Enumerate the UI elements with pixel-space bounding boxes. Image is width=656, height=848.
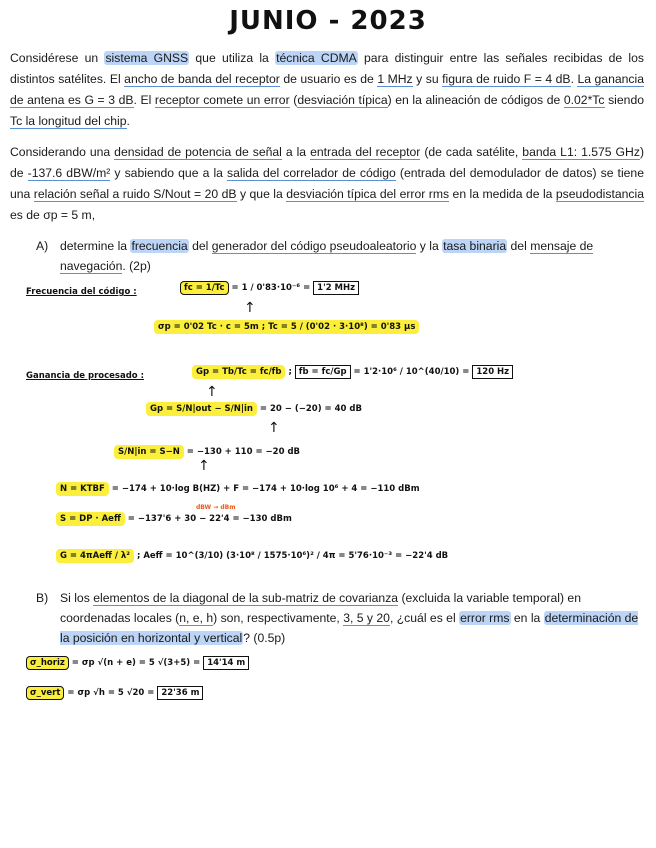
unit-note: dBW → dBm: [196, 504, 236, 511]
n-calc: = −174 + 10·log B(HZ) + F = −174 + 10·log 10⁶ + 4 = −110 dBm: [111, 484, 420, 494]
sn-calc: = −130 + 110 = −20 dB: [186, 447, 301, 457]
text: de usuario es de: [279, 72, 378, 86]
text: siendo: [604, 93, 645, 107]
text: ) de: [10, 145, 644, 180]
text: en la: [510, 611, 544, 625]
arrow-icon: ↑: [268, 420, 280, 436]
question-b: [36, 588, 642, 648]
underline: receptor comete un error: [154, 93, 290, 107]
fb-result: 120 Hz: [472, 365, 513, 379]
freq-formula: fc = 1/Tc: [180, 281, 229, 295]
underline: -137.6 dBW/m²: [27, 166, 111, 180]
text: a la: [281, 145, 311, 159]
h-formula: = σp √(n + e) = 5 √(3+5) =: [71, 658, 201, 668]
underline: elementos de la diagonal de la sub-matriz de covarianza: [93, 591, 399, 605]
v-formula-lhs: σ_vert: [26, 686, 64, 700]
gp-formula: Gp = S/N|out − S/N|in: [146, 402, 257, 416]
s-formula: S = DP · Aeff: [56, 512, 125, 526]
text: que utiliza la: [189, 51, 276, 65]
freq-label: Frecuencia del código :: [26, 287, 137, 297]
h-formula-lhs: σ_horiz: [26, 656, 69, 670]
text: del: [188, 239, 212, 253]
underline: generador del código pseudoaleatorio: [211, 239, 417, 253]
text: Si los: [60, 591, 94, 605]
underline: n, e, h: [179, 611, 214, 625]
sn-formula: S/N|in = S−N: [114, 445, 184, 459]
underline: relación señal a ruido S/Nout = 20 dB: [33, 187, 237, 201]
arrow-icon: ↑: [198, 458, 210, 474]
text: .: [126, 114, 130, 128]
gp-row: [146, 404, 362, 414]
sn-row: [114, 447, 300, 457]
text: y la: [416, 239, 443, 253]
highlight: error rms: [460, 611, 510, 625]
text: ) en la alineación de códigos de: [387, 93, 564, 107]
page-title: JUNIO - 2023: [229, 6, 427, 36]
s-row: [56, 514, 292, 524]
text: (excluida la variable temporal) en coordenadas locales (: [60, 591, 581, 625]
underline: mensaje de navegación: [60, 239, 594, 273]
underline: 1 MHz: [377, 72, 413, 86]
underline: Tc la longitud del chip: [10, 114, 127, 128]
question-text: [60, 588, 642, 648]
highlight: sistema GNSS: [105, 51, 189, 65]
v-result: 22'36 m: [157, 686, 203, 700]
text: ) son, respectivamente,: [213, 611, 344, 625]
underline: entrada del receptor: [310, 145, 421, 159]
arrow-icon: ↑: [244, 300, 256, 316]
s-calc: = −137'6 + 30 − 22'4 = −130 dBm: [127, 514, 292, 524]
g-formula: G = 4πAeff / λ²: [56, 549, 134, 563]
text: Considérese un: [10, 51, 105, 65]
g-row: [56, 551, 448, 561]
highlight: determinación de la posición en horizontal y vertical: [60, 611, 639, 645]
aeff-calc: = 5'76·10⁻³ = −22'4 dB: [338, 551, 449, 561]
text: y su: [412, 72, 443, 86]
underline: desviación típica: [297, 93, 388, 107]
underline: densidad de potencia de señal: [114, 145, 282, 159]
underline: salida del correlador de código: [227, 166, 396, 180]
text: para distinguir entre las señales recibidas de los distintos satélites. El: [10, 51, 645, 86]
question-a: [36, 236, 642, 280]
fb-formula: fb = fc/Gp: [295, 365, 351, 379]
text: .: [570, 72, 578, 86]
text: (entrada del demodulador de datos) se tiene una: [10, 166, 644, 201]
gain-row: Gp = Tb/Tc = fc/fb ; fb = fc/Gp = 1'2·10⁶ / 10^(40/10) = 120 Hz: [192, 367, 513, 377]
question-label: B): [36, 591, 49, 605]
sigma-row: [154, 322, 419, 332]
underline: 0.02*Tc: [563, 93, 605, 107]
underline: 3, 5 y 20: [343, 611, 390, 625]
h-result: 14'14 m: [203, 656, 249, 670]
text: ? (0.5p): [243, 631, 286, 645]
text: , ¿cuál es el: [389, 611, 460, 625]
question-label: A): [36, 239, 49, 253]
text: y que la: [236, 187, 287, 201]
n-formula: N = KTBF: [56, 482, 109, 496]
highlight: tasa binaria: [443, 239, 507, 253]
underline: figura de ruido F = 4 dB: [442, 72, 571, 86]
underline: desviación típica del error rms: [286, 187, 450, 201]
highlight: frecuencia: [131, 239, 188, 253]
text: en la medida de la: [449, 187, 556, 201]
freq-row: [180, 283, 359, 293]
underline: pseudodistancia: [555, 187, 644, 201]
v-row: [26, 688, 203, 698]
aeff-formula: ; Aeff = 10^(3/10) (3·10⁸ / 1575·10⁶)² / 4π: [136, 551, 336, 561]
gain-label: Ganancia de procesado :: [26, 371, 145, 381]
h-row: [26, 658, 249, 668]
n-row: [56, 484, 420, 494]
arrow-icon: ↑: [206, 384, 218, 400]
intro-paragraph: [10, 48, 644, 132]
highlight: técnica CDMA: [276, 51, 357, 65]
text: . El: [133, 93, 155, 107]
text: Considerando una: [10, 145, 115, 159]
gain-formula: Gp = Tb/Tc = fc/fb: [192, 365, 285, 379]
text: del: [507, 239, 531, 253]
freq-result: 1'2 MHz: [313, 281, 359, 295]
v-formula: = σp √h = 5 √20 =: [67, 688, 155, 698]
context-paragraph: [10, 142, 644, 226]
text: y sabiendo que a la: [110, 166, 228, 180]
gp-calc: = 20 − (−20) = 40 dB: [259, 404, 362, 414]
underline: banda L1: 1.575 GHz: [522, 145, 640, 159]
fb-calc: = 1'2·10⁶ / 10^(40/10) =: [353, 367, 470, 377]
text: es de σp = 5 m,: [10, 208, 96, 222]
text: (: [289, 93, 298, 107]
text: determine la: [60, 239, 131, 253]
sigma-formula: σp = 0'02 Tc · c = 5m ; Tc = 5 / (0'02 · 3·10⁸) = 0'83 μs: [154, 320, 419, 334]
text: (de cada satélite,: [420, 145, 523, 159]
text: . (2p): [122, 259, 151, 273]
underline: La ganancia de antena es G = 3 dB: [10, 72, 645, 107]
freq-calc: = 1 / 0'83·10⁻⁶ =: [231, 283, 311, 293]
question-text: [60, 236, 642, 276]
underline: ancho de banda del receptor: [124, 72, 280, 86]
